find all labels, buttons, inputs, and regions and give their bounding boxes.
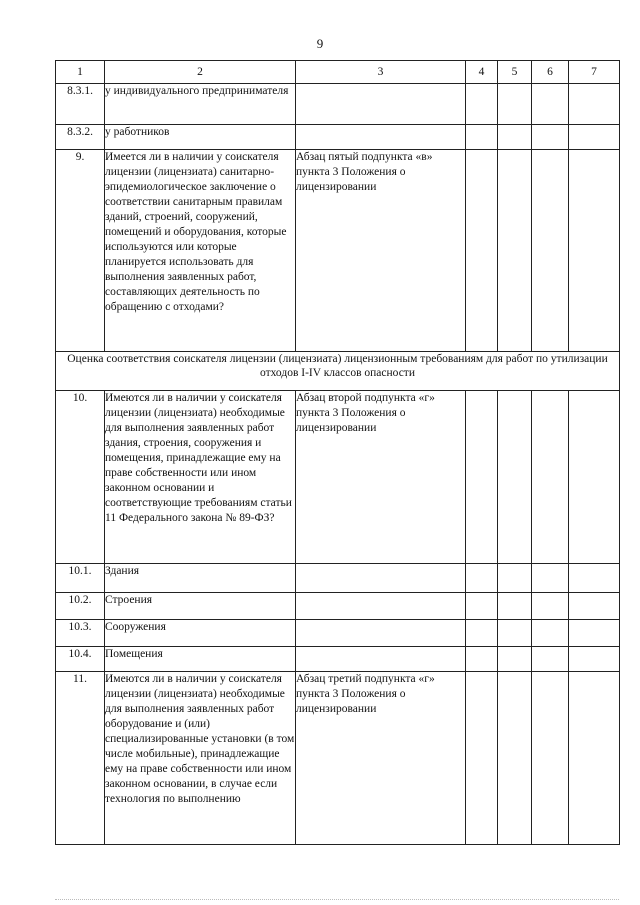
answer-cell: [569, 647, 620, 672]
row-number: 8.3.1.: [56, 84, 105, 125]
row-number: 10.2.: [56, 593, 105, 620]
table-row: [56, 672, 620, 845]
answer-cell: [569, 391, 620, 564]
answer-cell: [532, 564, 569, 593]
answer-cell: [569, 150, 620, 352]
answer-cell: [498, 672, 532, 845]
reference-cell: [296, 84, 466, 125]
reference-cell: [296, 647, 466, 672]
answer-cell: [498, 84, 532, 125]
answer-cell: [569, 564, 620, 593]
answer-cell: [569, 84, 620, 125]
answer-cell: [569, 672, 620, 845]
header-col-3: 3: [296, 61, 466, 84]
row-number: 8.3.2.: [56, 125, 105, 150]
question-text: у работников: [105, 125, 296, 150]
header-col-7: 7: [569, 61, 620, 84]
answer-cell: [466, 593, 498, 620]
reference-cell: [296, 593, 466, 620]
reference-cell: [296, 620, 466, 647]
section-heading: Оценка соответствия соискателя лицензии (лицензиата) лицензионным требованиям для работ по утилизации отходов I-IV классов опасности: [56, 352, 620, 391]
table-row: [56, 150, 620, 352]
answer-cell: [498, 125, 532, 150]
header-row: [56, 61, 620, 84]
section-row: [56, 352, 620, 391]
answer-cell: [532, 593, 569, 620]
reference-cell: [296, 564, 466, 593]
answer-cell: [532, 391, 569, 564]
header-col-6: 6: [532, 61, 569, 84]
question-text: Помещения: [105, 647, 296, 672]
header-col-5: 5: [498, 61, 532, 84]
table-row: [56, 391, 620, 564]
table-row: [56, 84, 620, 125]
answer-cell: [466, 125, 498, 150]
answer-cell: [498, 391, 532, 564]
checklist-table: [55, 60, 620, 845]
question-text: Имеется ли в наличии у соискателя лицензии (лицензиата) санитарно-эпидемиологическое заключение о соответствии санитарным правилам зданий, строений, сооружений, помещений и оборудования, которые используются или которые планируется использовать для выполнения заявленных работ, составляющих деятельность по обращению с отходами?: [105, 150, 296, 352]
reference-text: Абзац второй подпункта «г» пункта 3 Положения о лицензировании: [296, 391, 466, 564]
answer-cell: [498, 620, 532, 647]
table-row: [56, 564, 620, 593]
answer-cell: [532, 84, 569, 125]
row-number: 10.3.: [56, 620, 105, 647]
page-number: 9: [316, 36, 324, 51]
answer-cell: [569, 593, 620, 620]
answer-cell: [498, 564, 532, 593]
question-text: Строения: [105, 593, 296, 620]
question-text: Сооружения: [105, 620, 296, 647]
question-text: у индивидуального предпринимателя: [105, 84, 296, 125]
row-number: 10.: [56, 391, 105, 564]
answer-cell: [498, 150, 532, 352]
answer-cell: [569, 125, 620, 150]
row-number: 9.: [56, 150, 105, 352]
answer-cell: [498, 593, 532, 620]
table-row: [56, 593, 620, 620]
answer-cell: [466, 391, 498, 564]
header-col-1: 1: [56, 61, 105, 84]
reference-text: Абзац пятый подпункта «в» пункта 3 Положения о лицензировании: [296, 150, 466, 352]
table-row: [56, 125, 620, 150]
answer-cell: [569, 620, 620, 647]
answer-cell: [532, 672, 569, 845]
answer-cell: [532, 647, 569, 672]
answer-cell: [466, 84, 498, 125]
table-row: [56, 620, 620, 647]
answer-cell: [532, 125, 569, 150]
answer-cell: [466, 620, 498, 647]
question-text: Здания: [105, 564, 296, 593]
row-number: 11.: [56, 672, 105, 845]
table-row: [56, 647, 620, 672]
answer-cell: [466, 564, 498, 593]
question-text: Имеются ли в наличии у соискателя лицензии (лицензиата) необходимые для выполнения заявленных работ здания, строения, сооружения и помещения, принадлежащие ему на праве собственности или ином законном основании и соответствующие требованиям статьи 11 Федерального закона № 89-ФЗ?: [105, 391, 296, 564]
answer-cell: [532, 150, 569, 352]
row-number: 10.1.: [56, 564, 105, 593]
header-col-4: 4: [466, 61, 498, 84]
page-bottom-edge: [55, 899, 619, 900]
question-text: Имеются ли в наличии у соискателя лицензии (лицензиата) необходимые для выполнения заявленных работ оборудование и (или) специализированные установки (в том числе мобильные), принадлежащие ему на праве собственности или ином законном основании, в случае если технология по выполнению: [105, 672, 296, 845]
answer-cell: [466, 672, 498, 845]
answer-cell: [532, 620, 569, 647]
reference-cell: [296, 125, 466, 150]
reference-text: Абзац третий подпункта «г» пункта 3 Положения о лицензировании: [296, 672, 466, 845]
answer-cell: [498, 647, 532, 672]
row-number: 10.4.: [56, 647, 105, 672]
answer-cell: [466, 150, 498, 352]
header-col-2: 2: [105, 61, 296, 84]
answer-cell: [466, 647, 498, 672]
